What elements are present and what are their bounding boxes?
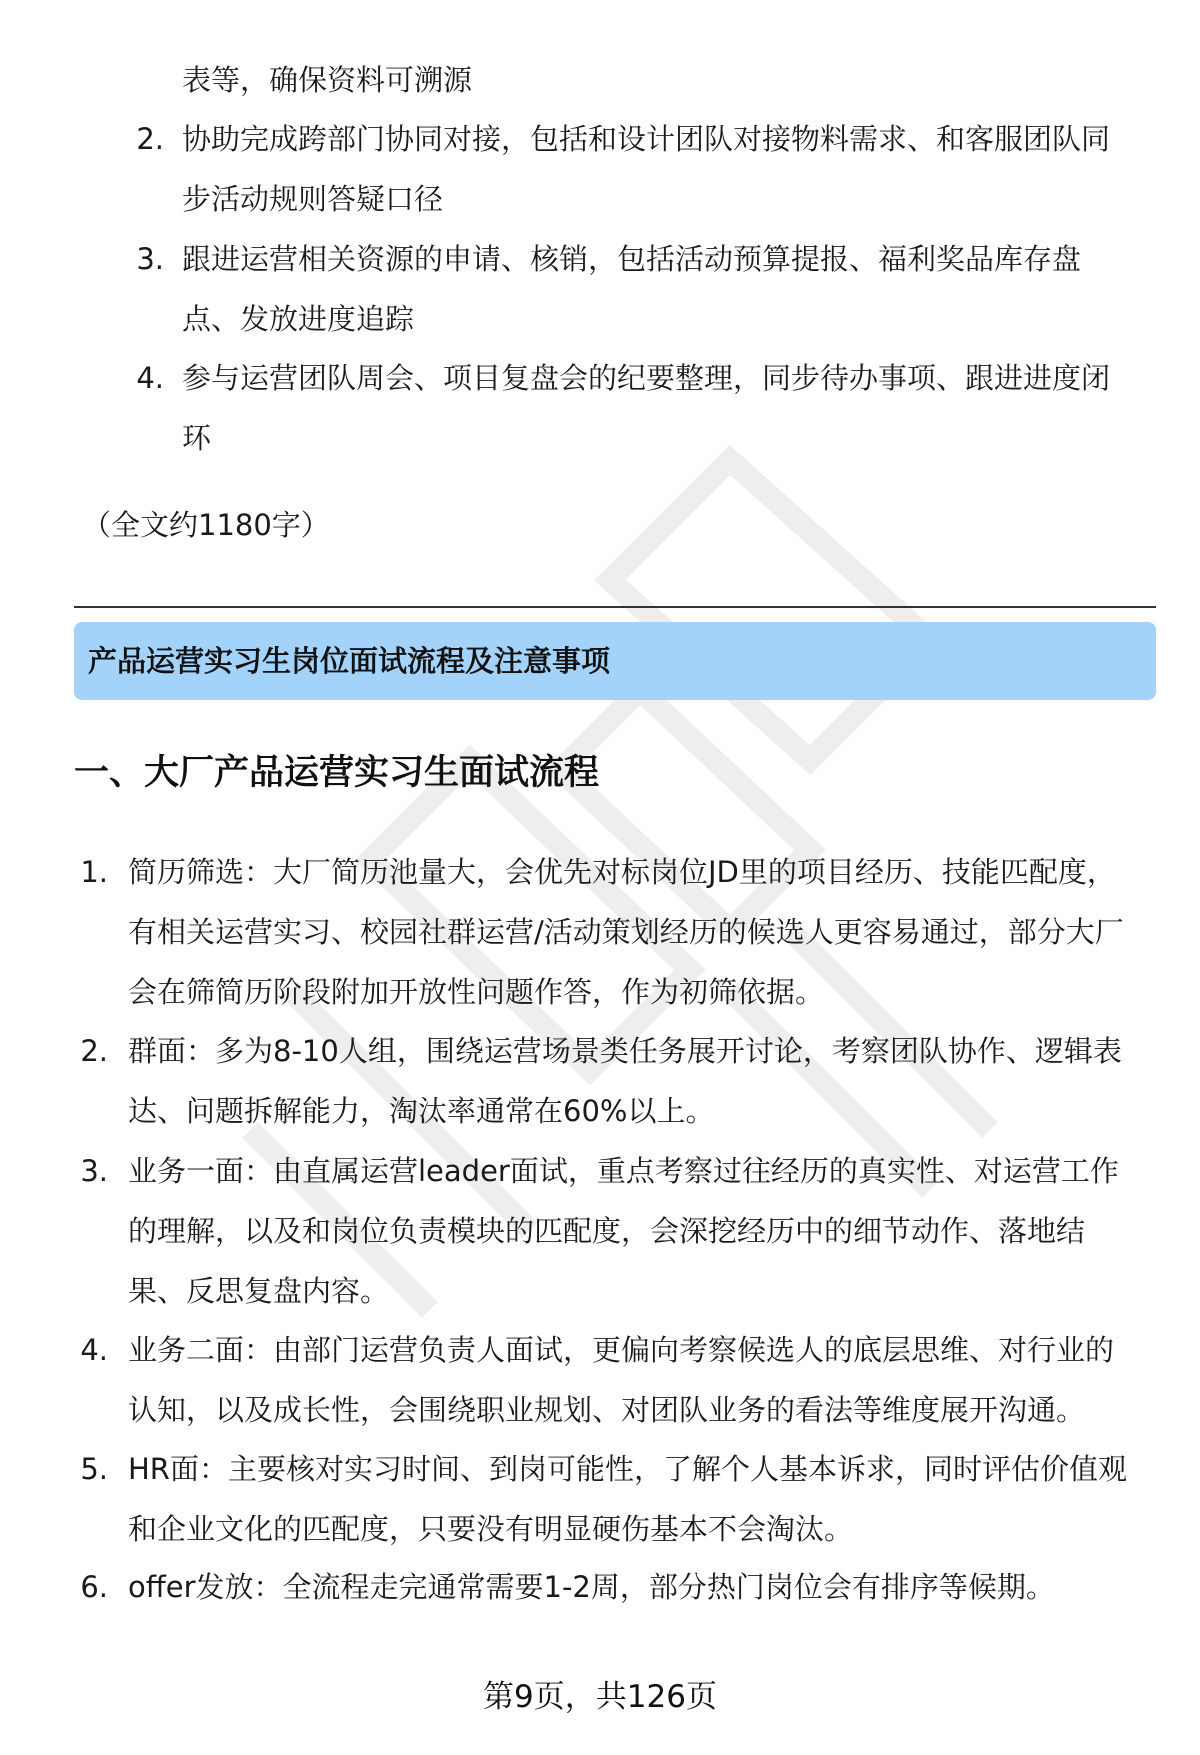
list-item-text: HR面：主要核对实习时间、到岗可能性，了解个人基本诉求，同时评估价值观	[128, 1452, 1127, 1486]
list-item-text: 有相关运营实习、校园社群运营/活动策划经历的候选人更容易通过，部分大厂	[128, 915, 1124, 949]
list-item-number: 2.	[80, 1034, 108, 1068]
list-item-text: 和企业文化的匹配度，只要没有明显硬伤基本不会淘汰。	[128, 1512, 854, 1546]
list-item-text: 业务一面：由直属运营leader面试，重点考察过往经历的真实性、对运营工作	[128, 1154, 1119, 1188]
list-item-text: offer发放：全流程走完通常需要1-2周，部分热门岗位会有排序等候期。	[128, 1570, 1055, 1604]
banner-title: 产品运营实习生岗位面试流程及注意事项	[88, 644, 611, 678]
list-item-number: 3.	[80, 1154, 108, 1188]
list-item-text: 协助完成跨部门协同对接，包括和设计团队对接物料需求、和客服团队同	[182, 122, 1111, 156]
list-item-number: 1.	[80, 855, 108, 889]
section-divider	[74, 606, 1156, 608]
list-item-text: 会在筛简历阶段附加开放性问题作答，作为初筛依据。	[128, 975, 825, 1009]
list-item-number: 5.	[80, 1452, 108, 1486]
list-item-text: 达、问题拆解能力，淘汰率通常在60%以上。	[128, 1094, 715, 1128]
list-item-text: 跟进运营相关资源的申请、核销，包括活动预算提报、福利奖品库存盘	[182, 242, 1082, 276]
page-number-footer: 第9页，共126页	[483, 1679, 717, 1715]
list-item-number: 4.	[80, 1333, 108, 1367]
topic-banner	[74, 622, 1156, 700]
list-item-text: 环	[182, 421, 212, 455]
continuation-line: 表等，确保资料可溯源	[182, 63, 473, 97]
list-item-text: 步活动规则答疑口径	[182, 182, 444, 216]
list-item-text: 认知，以及成长性，会围绕职业规划、对团队业务的看法等维度展开沟通。	[128, 1393, 1086, 1427]
list-item-text: 参与运营团队周会、项目复盘会的纪要整理，同步待办事项、跟进进度闭	[182, 361, 1111, 395]
section-heading: 一、大厂产品运营实习生面试流程	[74, 753, 600, 793]
list-item-number: 2.	[136, 122, 164, 156]
list-item-text: 的理解，以及和岗位负责模块的匹配度，会深挖经历中的细节动作、落地结	[128, 1214, 1086, 1248]
list-item-number: 4.	[136, 361, 164, 395]
list-item-text: 业务二面：由部门运营负责人面试，更偏向考察候选人的底层思维、对行业的	[128, 1333, 1115, 1367]
list-item-number: 3.	[136, 242, 164, 276]
list-item-text: 点、发放进度追踪	[182, 302, 415, 336]
list-item-text: 简历筛选：大厂简历池量大，会优先对标岗位JD里的项目经历、技能匹配度，	[128, 855, 1116, 889]
list-item-text: 果、反思复盘内容。	[128, 1274, 390, 1308]
list-item-text: 群面：多为8-10人组，围绕运营场景类任务展开讨论，考察团队协作、逻辑表	[128, 1034, 1122, 1068]
list-item-number: 6.	[80, 1570, 108, 1604]
word-count-note: （全文约1180字）	[82, 508, 330, 542]
